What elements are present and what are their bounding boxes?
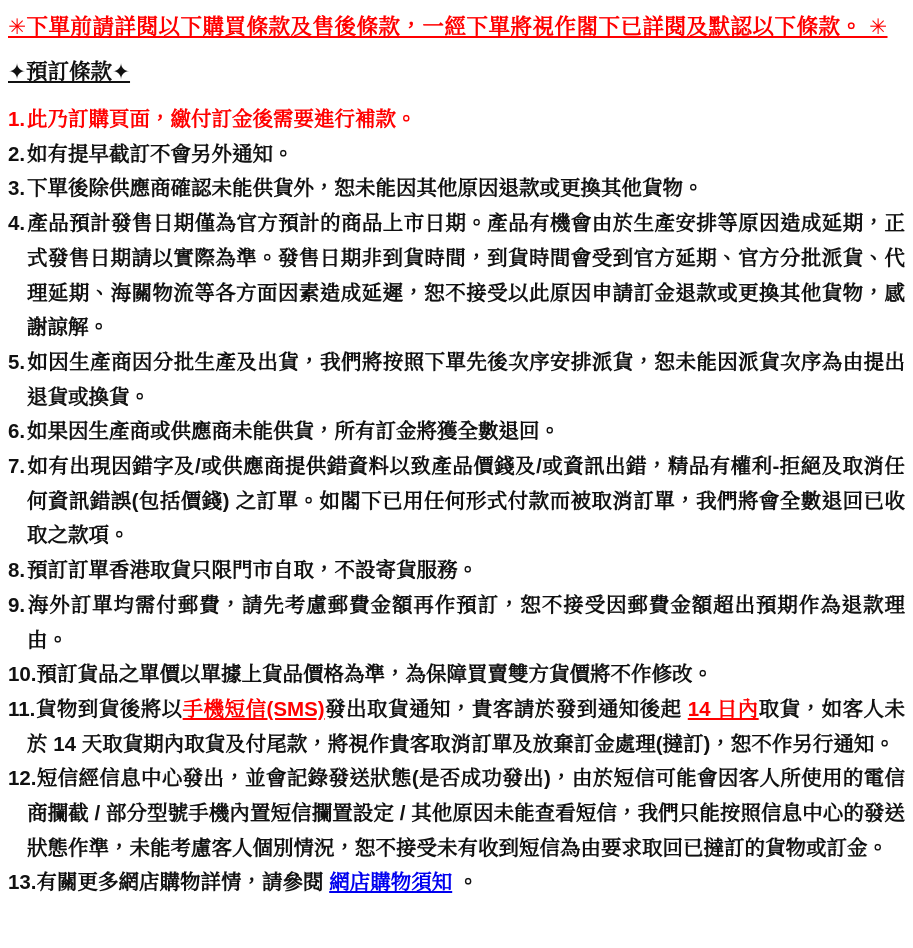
term-item-number: 1. — [8, 108, 26, 131]
term-item-text: 貨物到貨後將以 — [35, 697, 183, 721]
term-item-number: 9. — [8, 593, 26, 617]
purchase-terms-warning-text: ✳下單前請詳閱以下購買條款及售後條款，一經下單將視作閣下已詳閱及默認以下條款。 ✳ — [8, 15, 888, 39]
term-item-number: 12. — [8, 767, 37, 791]
term-item-number: 5. — [8, 350, 26, 374]
term-item-3 — [8, 172, 905, 207]
term-item-text: 短信經信息中心發出，並會記錄發送狀態(是否成功發出)，由於短信可能會因客人所使用的電信商攔截 / 部分型號手機內置短信攔置設定 / 其他原因未能查看短信，我們只能按照信息中心的發送狀態作準，未能考慮客人個別情況，恕不接受未有收到短信為由要求取回已撻訂的貨物或訂金。 — [27, 767, 905, 860]
term-item-11 — [8, 693, 905, 762]
term-item-text: 如有提早截訂不會另外通知。 — [27, 142, 294, 166]
term-item-5 — [8, 346, 905, 415]
term-item-number: 13. — [8, 871, 37, 895]
red-underline-highlight: 14 日內 — [687, 697, 759, 721]
shop-guide-link[interactable]: 網店購物須知 — [329, 871, 453, 895]
red-underline-highlight: 手機短信(SMS) — [182, 697, 325, 721]
preorder-terms-heading — [8, 44, 905, 89]
term-item-number: 7. — [8, 455, 26, 479]
term-item-9 — [8, 589, 905, 658]
term-item-text: 海外訂單均需付郵費，請先考慮郵費金額再作預訂，恕不接受因郵費金額超出預期作為退款理由。 — [27, 593, 905, 652]
term-item-number: 6. — [8, 420, 26, 444]
term-item-text: 下單後除供應商確認未能供貨外，恕未能因其他原因退款或更換其他貨物。 — [27, 177, 704, 201]
term-item-number: 2. — [8, 142, 26, 166]
terms-list — [8, 103, 905, 901]
term-item-number: 3. — [8, 177, 26, 201]
term-item-8 — [8, 554, 905, 589]
term-item-text: 取貨，如客人未於 14 天取貨期內取貨及付尾款，將視作貴客取消訂單及放棄訂金處理(撻訂)，恕不作另行通知。 — [27, 697, 906, 756]
term-item-12 — [8, 762, 905, 866]
term-item-text: 。 — [452, 871, 479, 895]
term-item-number: 11. — [8, 697, 36, 721]
term-item-4 — [8, 207, 905, 346]
term-item-2 — [8, 138, 905, 173]
term-item-7 — [8, 450, 905, 554]
term-item-13 — [8, 866, 905, 901]
term-item-6 — [8, 415, 905, 450]
term-item-text: 此乃訂購頁面，繳付訂金後需要進行補款。 — [27, 108, 417, 131]
term-item-text: 如有出現因錯字及/或供應商提供錯資料以致產品價錢及/或資訊出錯，精品有權利-拒絕及取消任何資訊錯誤(包括價錢) 之訂單。如閣下已用任何形式付款而被取消訂單，我們將會全數退回已收取之款項。 — [27, 455, 905, 548]
term-item-text: 發出取貨通知，貴客請於發到通知後起 — [324, 697, 688, 721]
preorder-terms-heading-text: ✦預訂條款✦ — [8, 60, 131, 84]
term-item-text: 有關更多網店購物詳情，請參閱 — [36, 871, 330, 895]
term-item-10 — [8, 658, 905, 693]
term-item-number: 10. — [8, 663, 37, 687]
term-item-text: 預訂訂單香港取貨只限門市自取，不設寄貨服務。 — [27, 559, 478, 583]
term-item-1 — [8, 103, 905, 138]
purchase-terms-warning-heading — [8, 10, 905, 44]
term-item-text: 如果因生產商或供應商未能供貨，所有訂金將獲全數退回。 — [27, 420, 560, 444]
term-item-text: 產品預計發售日期僅為官方預計的商品上市日期。產品有機會由於生產安排等原因造成延期，正式發售日期請以實際為準。發售日期非到貨時間，到貨時間會受到官方延期、官方分批派貨、代理延期、海關物流等各方面因素造成延遲，恕不接受以此原因申請訂金退款或更換其他貨物，感謝諒解。 — [27, 212, 905, 340]
term-item-text: 預訂貨品之單價以單據上貨品價格為準，為保障買賣雙方貨價將不作修改。 — [36, 663, 713, 687]
term-item-number: 4. — [8, 212, 26, 236]
term-item-number: 8. — [8, 559, 26, 583]
term-item-text: 如因生產商因分批生產及出貨，我們將按照下單先後次序安排派貨，恕未能因派貨次序為由提出退貨或換貨。 — [27, 350, 905, 409]
